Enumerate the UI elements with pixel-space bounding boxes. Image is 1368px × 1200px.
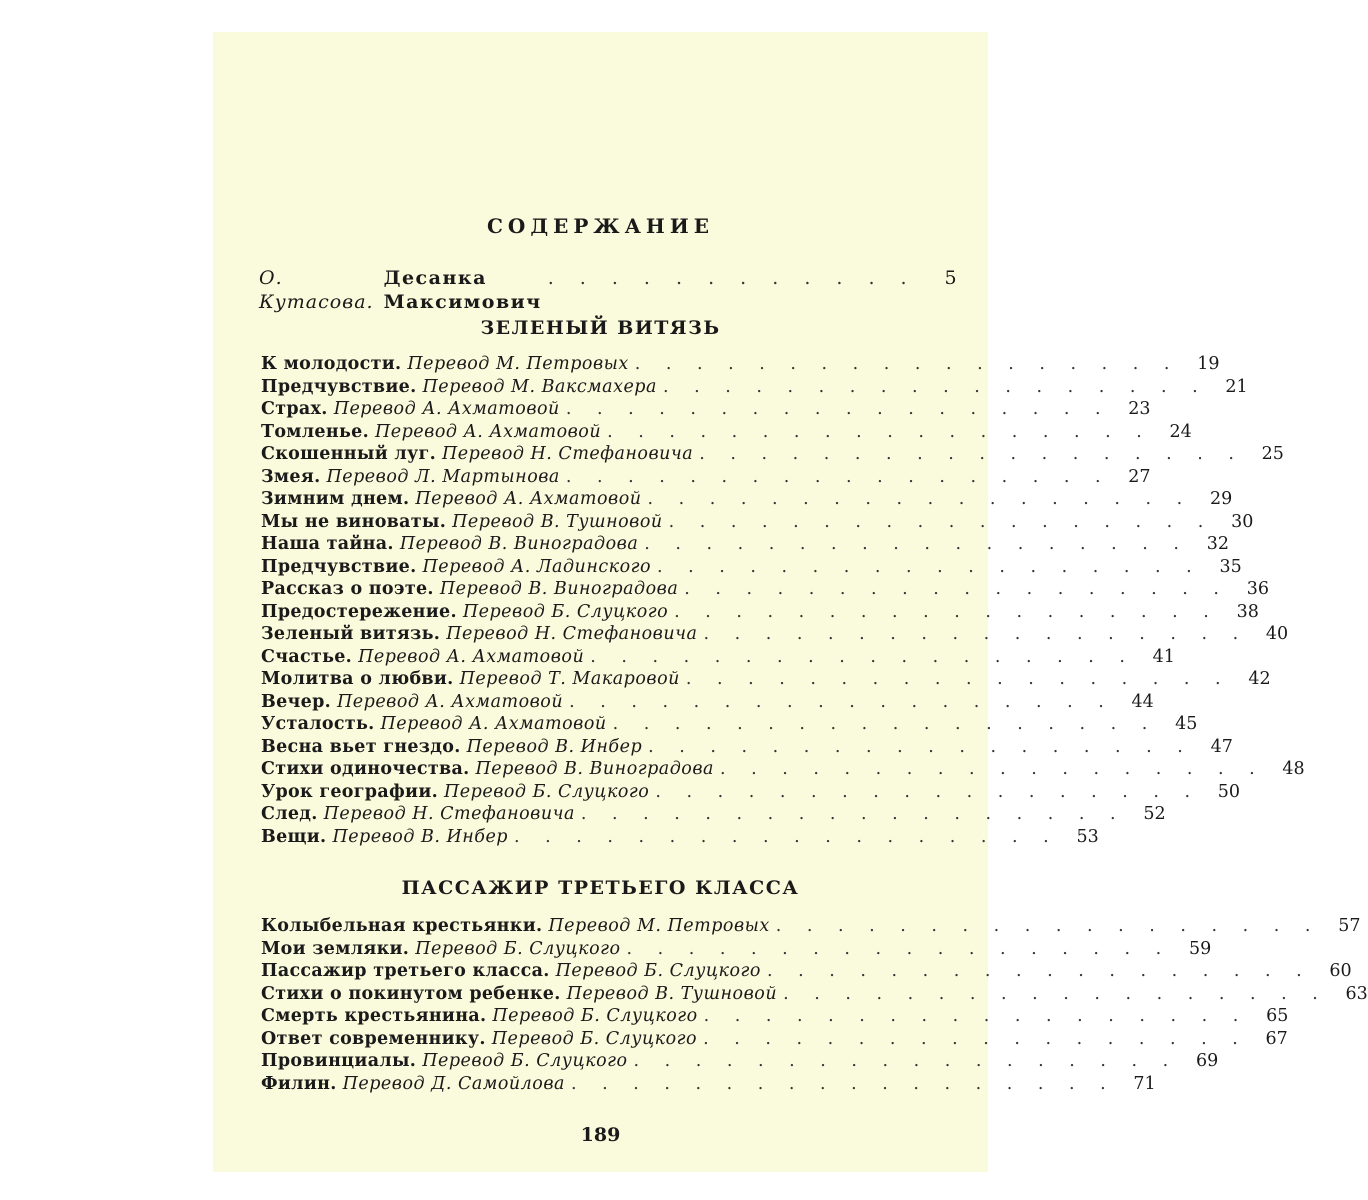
entry-translator: Перевод М. Петровых	[407, 354, 629, 374]
leader-dots: . . . . . . . . . . . . . . . . . .	[634, 354, 1180, 374]
entry-translator: Перевод Б. Слуцкого	[462, 601, 669, 622]
entry-title: Филин.	[261, 1073, 337, 1094]
entry-title: Колыбельная крестьянки.	[261, 916, 543, 936]
leader-dots: . . . . . . . . . . . . . . . . . .	[644, 534, 1189, 554]
entry-page: 38	[1236, 601, 1259, 622]
section-1-entries	[261, 353, 1305, 848]
leader-dots: . . . . . . . . . . . . . . . . . .	[580, 804, 1126, 824]
entry-page: 30	[1231, 511, 1254, 532]
entry-title: Мои земляки.	[261, 938, 410, 959]
leader-dots: . . . . . . . . . . . . . . . . . .	[648, 736, 1193, 757]
entry-translator: Перевод М. Ваксмахера	[422, 376, 657, 397]
entry-page: 52	[1143, 804, 1166, 824]
leader-dots: . . . . . . . . . . . .	[547, 267, 917, 289]
entry-page: 35	[1219, 556, 1242, 577]
entry-translator: Перевод В. Тушновой	[452, 511, 663, 532]
toc-entry	[261, 1050, 1219, 1073]
leader-dots: . . . . . . . . . . . . . . . . . .	[775, 916, 1321, 936]
entry-title: Провинциалы.	[261, 1051, 417, 1071]
entry-page: 67	[1265, 1028, 1288, 1049]
entry-translator: Перевод Н. Стефановича	[446, 624, 698, 644]
leader-dots: . . . . . . . . . . . . . . . . . .	[703, 1006, 1249, 1026]
entry-translator: Перевод Т. Макаровой	[459, 669, 680, 689]
toc-entry	[261, 623, 1289, 646]
entry-translator: Перевод Б. Слуцкого	[415, 938, 621, 959]
entry-title: След.	[261, 804, 318, 824]
leader-dots: . . . . . . . . . . . . . . . . . .	[657, 556, 1202, 577]
leader-dots: . . . . . . . . . . . . . . . . . .	[565, 399, 1111, 419]
entry-page: 19	[1197, 354, 1220, 374]
entry-page: 69	[1195, 1051, 1219, 1071]
entry-page: 29	[1209, 489, 1233, 509]
entry-page: 48	[1282, 759, 1305, 779]
entry-translator: Перевод А. Ахматовой	[337, 691, 564, 712]
entry-translator: Перевод В. Инбер	[466, 736, 643, 757]
entry-title: Змея.	[261, 466, 321, 487]
leader-dots: . . . . . . . . . . . . . . . . . .	[662, 376, 1208, 397]
toc-entry	[261, 376, 1248, 399]
toc-entry	[261, 960, 1352, 983]
entry-title: Ответ современнику.	[261, 1028, 486, 1049]
entry-translator: Перевод А. Ахматовой	[380, 714, 607, 734]
intro-page: 5	[944, 267, 957, 289]
toc-entry	[261, 466, 1151, 489]
toc-entry	[261, 1005, 1289, 1028]
entry-translator: Перевод В. Виноградова	[399, 534, 639, 554]
toc-entry	[261, 938, 1212, 961]
leader-dots: . . . . . . . . . . . . . . . . . .	[565, 466, 1111, 487]
entry-page: 57	[1338, 916, 1361, 936]
entry-translator: Перевод А. Ахматовой	[374, 421, 602, 442]
entry-page: 60	[1329, 961, 1352, 981]
entry-title: Страх.	[261, 399, 328, 419]
leader-dots: . . . . . . . . . . . . . . . . . .	[570, 1073, 1116, 1094]
entry-page: 42	[1248, 669, 1271, 689]
entry-translator: Перевод А. Ахматовой	[333, 399, 560, 419]
entry-title: Стихи одиночества.	[261, 759, 470, 779]
entry-title: Пассажир третьего класса.	[261, 961, 550, 981]
entry-translator: Перевод В. Виноградова	[475, 759, 714, 779]
leader-dots: . . . . . . . . . . . . . . . . . .	[569, 691, 1114, 712]
intro-entry	[259, 266, 957, 314]
toc-entry	[261, 1073, 1156, 1096]
leader-dots: . . . . . . . . . . . . . . . . . .	[647, 489, 1193, 509]
entry-translator: Перевод В. Виноградова	[439, 579, 679, 599]
entry-translator: Перевод А. Ладинского	[422, 556, 652, 577]
entry-page: 40	[1265, 624, 1289, 644]
entry-translator: Перевод Н. Стефановича	[441, 444, 694, 464]
entry-page: 50	[1217, 781, 1241, 802]
entry-title: К молодости.	[261, 354, 402, 374]
entry-title: Усталость.	[261, 714, 375, 734]
entry-title: Зеленый витязь.	[261, 624, 441, 644]
toc-entry	[261, 556, 1242, 579]
leader-dots: . . . . . . . . . . . . . . . . . .	[607, 421, 1152, 442]
entry-page: 23	[1128, 399, 1151, 419]
entry-title: Весна вьет гнездо.	[261, 736, 461, 757]
leader-dots: . . . . . . . . . . . . . . . . . .	[655, 781, 1201, 802]
entry-translator: Перевод Б. Слуцкого	[555, 961, 761, 981]
entry-title: Смерть крестьянина.	[261, 1006, 487, 1026]
leader-dots: . . . . . . . . . . . . . . . . . .	[674, 601, 1219, 622]
entry-page: 25	[1261, 444, 1284, 464]
entry-title: Предчувствие.	[261, 556, 417, 577]
intro-author: О. Кутасова.	[259, 267, 374, 313]
entry-page: 36	[1246, 579, 1269, 599]
toc-entry	[261, 713, 1198, 736]
entry-translator: Перевод Н. Стефановича	[323, 804, 575, 824]
leader-dots: . . . . . . . . . . . . . . . . . .	[612, 714, 1158, 734]
toc-entry	[261, 803, 1166, 826]
entry-title: Скошенный луг.	[261, 444, 436, 464]
toc-entry	[261, 691, 1154, 714]
entry-translator: Перевод М. Петровых	[548, 916, 770, 936]
entry-title: Вечер.	[261, 691, 331, 712]
toc-entry	[261, 758, 1305, 781]
section-heading-1: ЗЕЛЕНЫЙ ВИТЯЗЬ	[480, 317, 721, 339]
entry-page: 21	[1225, 376, 1248, 397]
entry-title: Рассказ о поэте.	[261, 579, 434, 599]
entry-page: 44	[1131, 691, 1154, 712]
leader-dots: . . . . . . . . . . . . . . . . . .	[699, 444, 1244, 464]
entry-page: 24	[1169, 421, 1192, 442]
leader-dots: . . . . . . . . . . . . . . . . . .	[514, 826, 1059, 847]
toc-title: СОДЕРЖАНИЕ	[487, 214, 714, 238]
entry-title: Предчувствие.	[261, 376, 417, 397]
entry-translator: Перевод А. Ахматовой	[415, 489, 642, 509]
entry-title: Зимним днем.	[261, 489, 410, 509]
leader-dots: . . . . . . . . . . . . . . . . . .	[668, 511, 1214, 532]
entry-page: 27	[1128, 466, 1151, 487]
entry-page: 53	[1076, 826, 1099, 847]
section-heading-2: ПАССАЖИР ТРЕТЬЕГО КЛАССА	[401, 877, 800, 899]
toc-entry	[261, 578, 1269, 601]
toc-entry	[261, 668, 1271, 691]
section-2-entries	[261, 915, 1368, 1095]
entry-translator: Перевод Д. Самойлова	[342, 1073, 565, 1094]
toc-entry	[261, 646, 1175, 669]
book-page	[213, 32, 1368, 1172]
toc-entry	[261, 826, 1099, 849]
entry-page: 59	[1188, 938, 1212, 959]
toc-entry	[261, 488, 1233, 511]
toc-entry	[261, 983, 1368, 1006]
entry-title: Вещи.	[261, 826, 327, 847]
entry-translator: Перевод Б. Слуцкого	[444, 781, 650, 802]
toc-entry	[261, 353, 1220, 376]
toc-entry	[261, 533, 1229, 556]
entry-page: 47	[1210, 736, 1233, 757]
leader-dots: . . . . . . . . . . . . . . . . . .	[626, 938, 1172, 959]
toc-entry	[261, 736, 1233, 759]
entry-page: 41	[1152, 646, 1175, 667]
toc-entry	[261, 915, 1361, 938]
leader-dots: . . . . . . . . . . . . . . . . . .	[703, 624, 1249, 644]
entry-title: Молитва о любви.	[261, 669, 454, 689]
entry-translator: Перевод Б. Слуцкого	[492, 1006, 698, 1026]
entry-page: 63	[1345, 983, 1368, 1004]
entry-translator: Перевод Б. Слуцкого	[422, 1051, 628, 1071]
toc-entry	[261, 421, 1192, 444]
entry-translator: Перевод В. Инбер	[332, 826, 509, 847]
entry-translator: Перевод А. Ахматовой	[358, 646, 585, 667]
leader-dots: . . . . . . . . . . . . . . . . . .	[633, 1051, 1179, 1071]
entry-title: Мы не виноваты.	[261, 511, 447, 532]
toc-entry	[261, 601, 1259, 624]
entry-title: Урок географии.	[261, 781, 439, 802]
entry-translator: Перевод Б. Слуцкого	[491, 1028, 698, 1049]
toc-entry	[261, 398, 1151, 421]
entry-page: 45	[1175, 714, 1198, 734]
leader-dots: . . . . . . . . . . . . . . . . . .	[703, 1028, 1248, 1049]
page-number: 189	[580, 1124, 621, 1146]
toc-entry	[261, 511, 1254, 534]
leader-dots: . . . . . . . . . . . . . . . . . .	[719, 759, 1265, 779]
entry-translator: Перевод Л. Мартынова	[326, 466, 560, 487]
leader-dots: . . . . . . . . . . . . . . . . . .	[685, 669, 1231, 689]
entry-title: Наша тайна.	[261, 534, 394, 554]
entry-title: Томленье.	[261, 421, 369, 442]
leader-dots: . . . . . . . . . . . . . . . . . .	[783, 983, 1328, 1004]
entry-page: 71	[1133, 1073, 1156, 1094]
leader-dots: . . . . . . . . . . . . . . . . . .	[684, 579, 1229, 599]
entry-page: 32	[1206, 534, 1229, 554]
leader-dots: . . . . . . . . . . . . . . . . . .	[766, 961, 1312, 981]
toc-entry	[261, 1028, 1288, 1051]
entry-title: Предостережение.	[261, 601, 457, 622]
toc-entry	[261, 781, 1241, 804]
intro-title: Десанка Максимович	[383, 267, 542, 313]
entry-title: Счастье.	[261, 646, 353, 667]
leader-dots: . . . . . . . . . . . . . . . . . .	[590, 646, 1135, 667]
entry-title: Стихи о покинутом ребенке.	[261, 983, 561, 1004]
toc-entry	[261, 443, 1284, 466]
entry-translator: Перевод В. Тушновой	[566, 983, 778, 1004]
entry-page: 65	[1266, 1006, 1289, 1026]
